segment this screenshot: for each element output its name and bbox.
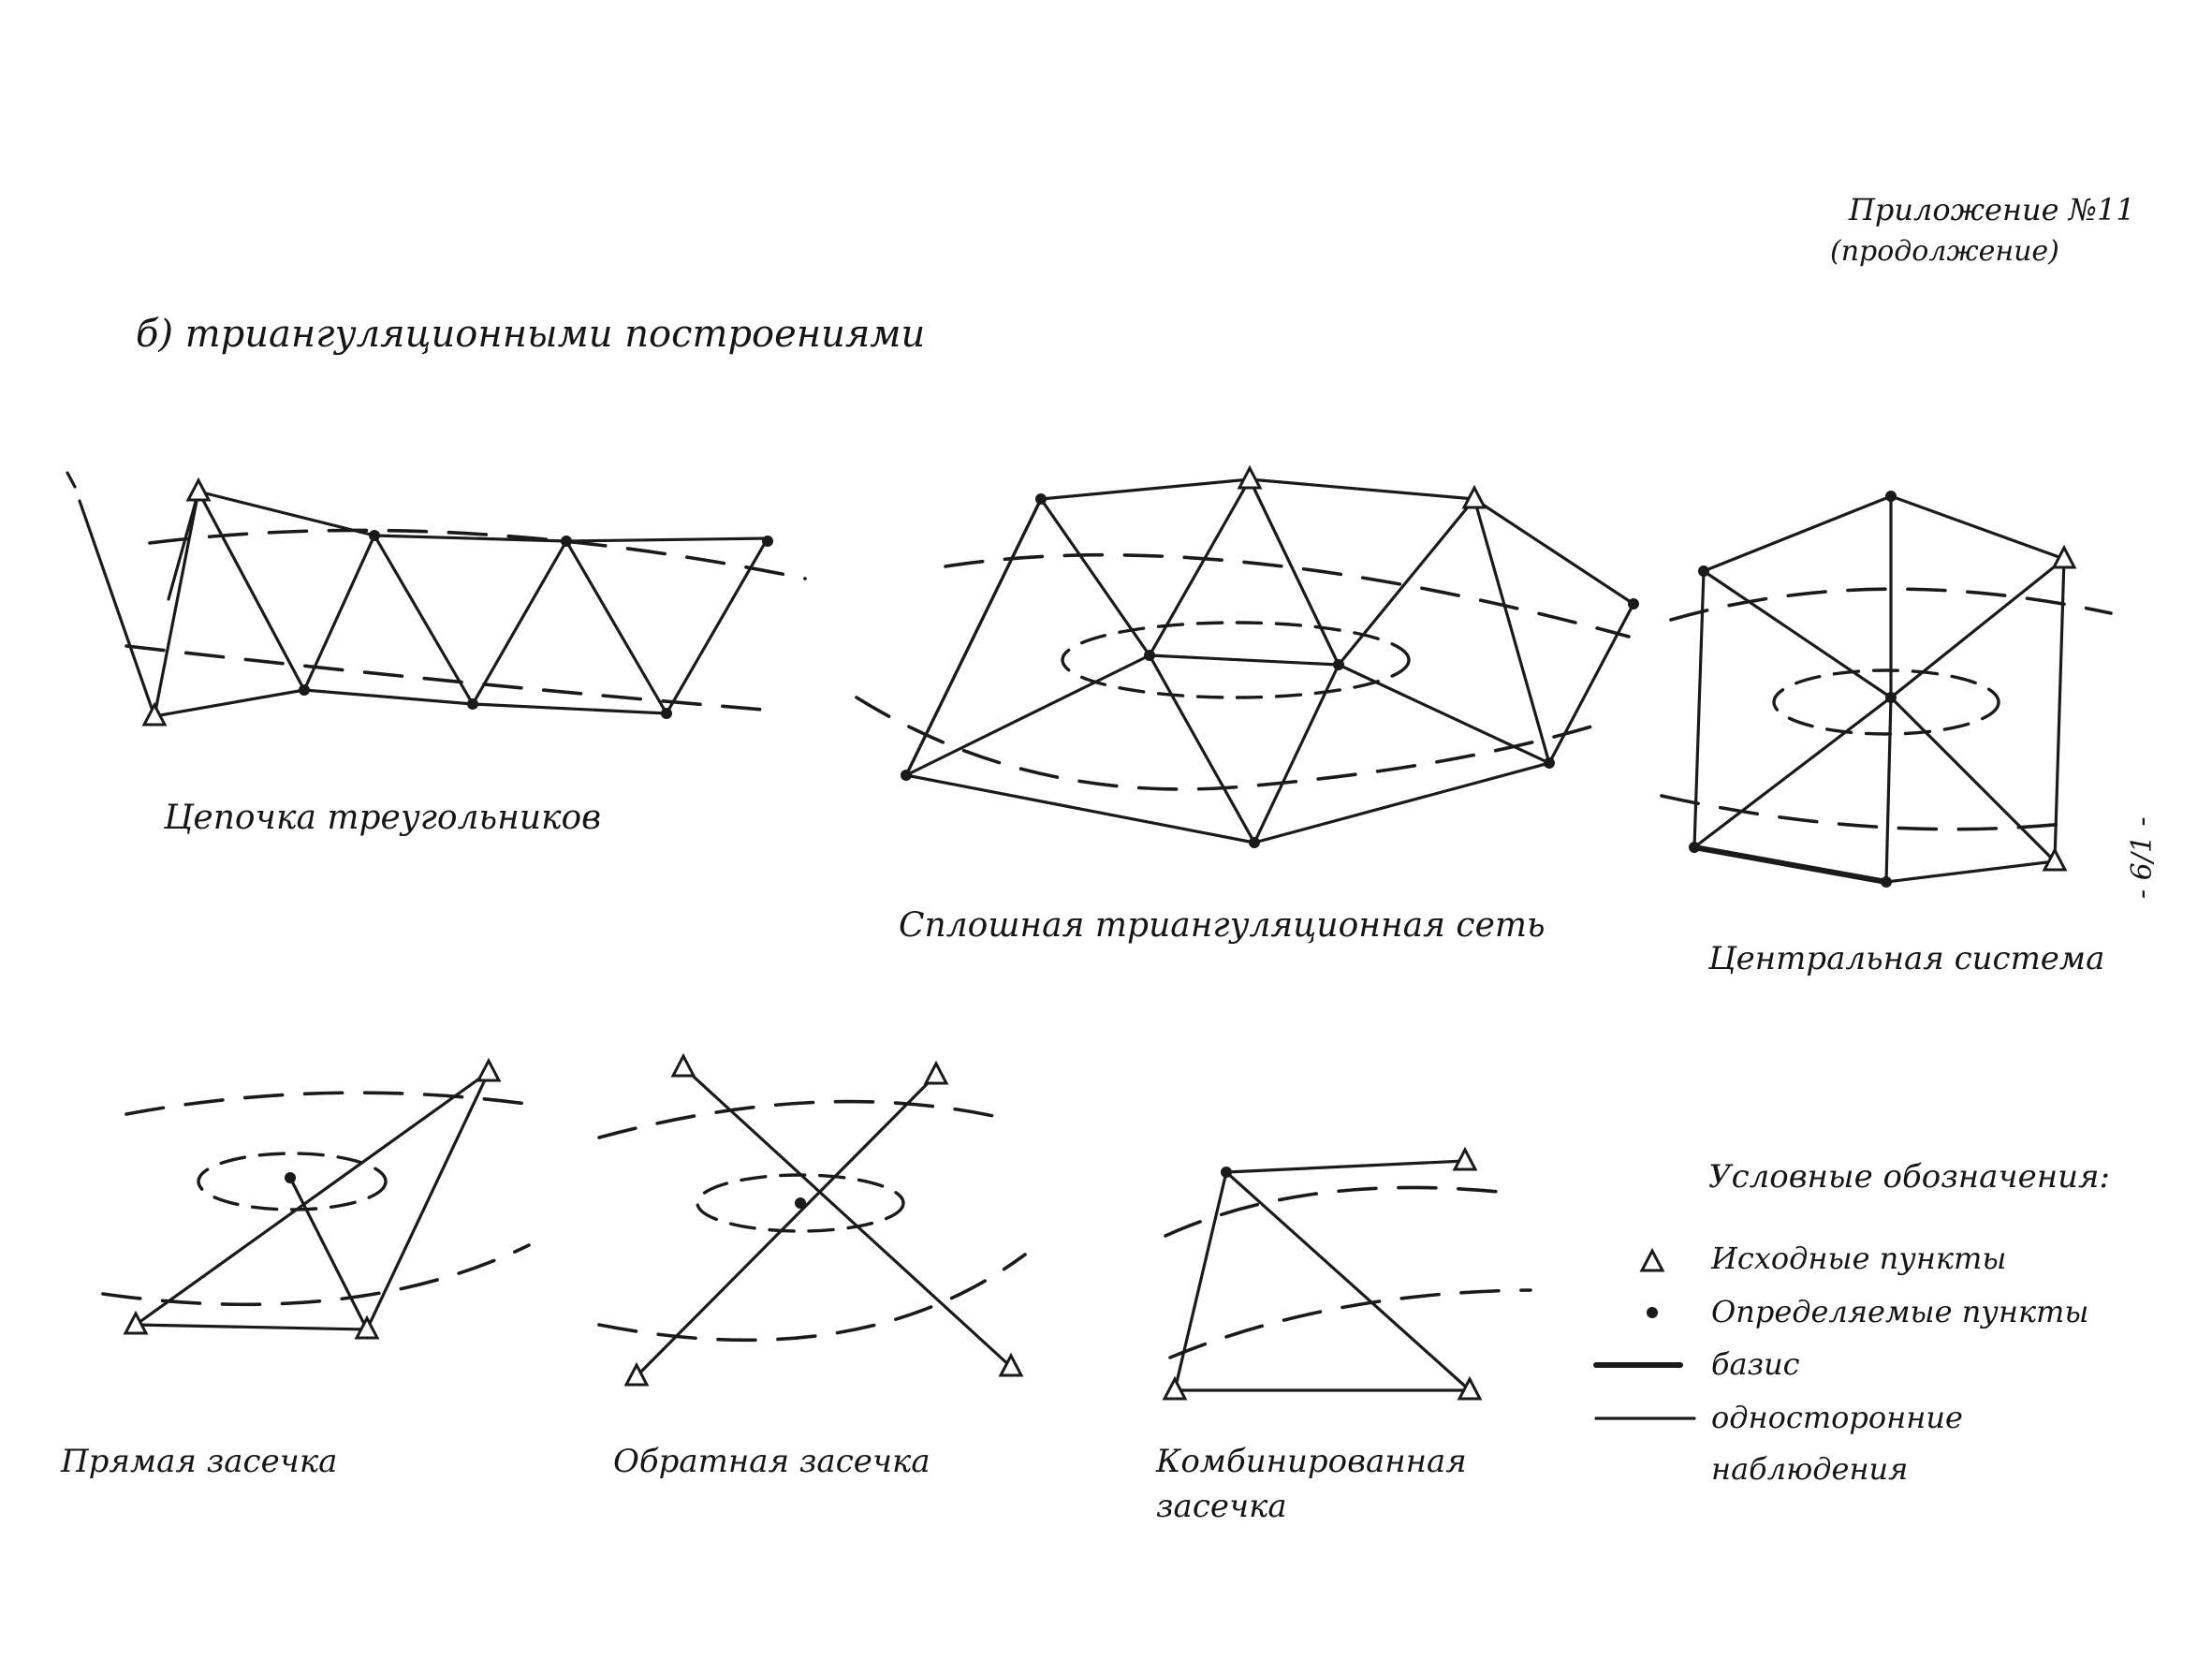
caption-direct: Прямая засечка (61, 1443, 338, 1480)
caption-central: Центральная система (1708, 940, 2105, 977)
legend-item-one-way-line2: наблюдения (1711, 1451, 1909, 1487)
diagram-chain-of-triangles (67, 473, 805, 725)
legend (1596, 1158, 2110, 1487)
caption-chain: Цепочка треугольников (164, 799, 602, 837)
appendix-label: Приложение №11 (1849, 192, 2135, 228)
caption-network: Сплошная триангуляционная сеть (899, 906, 1545, 945)
triangle-icon (1642, 1251, 1663, 1270)
diagram-central-system (1662, 491, 2111, 888)
legend-title: Условные обозначения: (1708, 1158, 2110, 1196)
caption-combined-line1: Комбинированная (1156, 1443, 1467, 1480)
legend-item-source-points: Исходные пункты (1711, 1241, 2007, 1276)
legend-item-base: базис (1711, 1346, 1800, 1382)
caption-combined-line2: засечка (1156, 1488, 1287, 1525)
legend-item-one-way-line1: односторонние (1711, 1400, 1963, 1435)
diagram-combined-intersection (1165, 1150, 1531, 1399)
legend-item-determined-points: Определяемые пункты (1711, 1294, 2089, 1329)
continuation-label: (продолжение) (1830, 235, 2059, 268)
diagram-continuous-network (857, 468, 1639, 848)
side-page-mark: - 6/1 - (2126, 816, 2159, 899)
diagram-reverse-intersection (599, 1056, 1025, 1385)
diagram-direct-intersection (103, 1061, 534, 1338)
section-title: б) триангуляционными построениями (136, 313, 926, 356)
dot-icon (1647, 1307, 1658, 1318)
caption-reverse: Обратная засечка (613, 1443, 930, 1480)
